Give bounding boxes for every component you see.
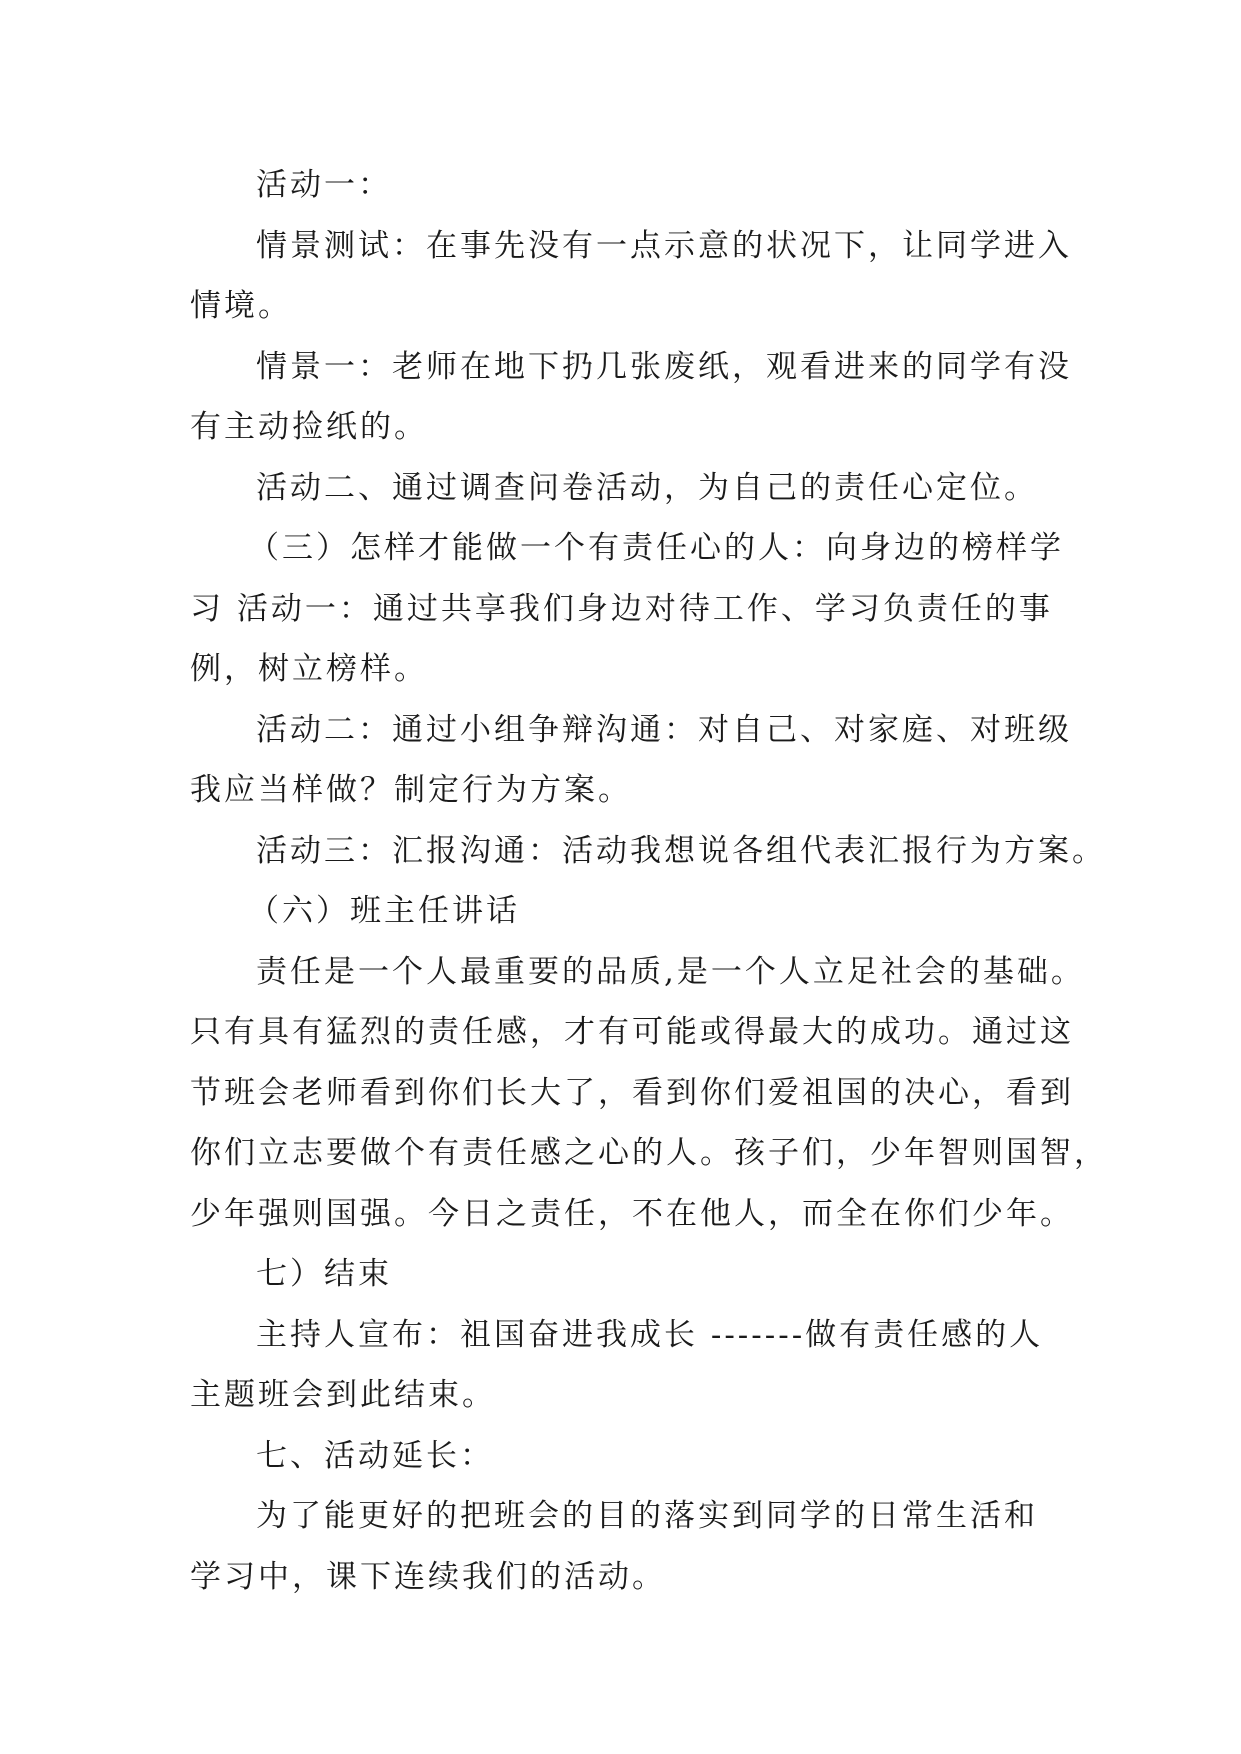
activity-extension-heading: 七、活动延长： bbox=[256, 1437, 494, 1474]
section-three-heading: （三）怎样才能做一个有责任心的人：向身边的榜样学 bbox=[248, 530, 1064, 566]
paragraph-line: 例，树立榜样。 bbox=[190, 651, 428, 687]
document-body bbox=[190, 155, 1108, 1607]
section-seven-heading: 七）结束 bbox=[256, 1256, 392, 1292]
paragraph-line: 你们立志要做个有责任感之心的人。孩子们，少年智则国智， bbox=[190, 1135, 1108, 1171]
paragraph-line: 少年强则国强。今日之责任，不在他人，而全在你们少年。 bbox=[190, 1195, 1074, 1232]
paragraph-line: 活动二、通过调查问卷活动，为自己的责任心定位。 bbox=[256, 469, 1038, 506]
paragraph-line: 情景测试：在事先没有一点示意的状况下，让同学进入 bbox=[256, 227, 1072, 264]
paragraph-line: 习 活动一：通过共享我们身边对待工作、学习负责任的事 bbox=[190, 590, 1053, 627]
paragraph-line: 活动三：汇报沟通：活动我想说各组代表汇报行为方案。 bbox=[256, 832, 1106, 869]
paragraph-line: 节班会老师看到你们长大了，看到你们爱祖国的决心，看到 bbox=[190, 1074, 1074, 1111]
paragraph-line: 我应当样做？制定行为方案。 bbox=[190, 772, 632, 808]
paragraph-line: 情景一：老师在地下扔几张废纸，观看进来的同学有没 bbox=[256, 348, 1072, 385]
paragraph-line: 活动二：通过小组争辩沟通：对自己、对家庭、对班级 bbox=[256, 711, 1072, 748]
paragraph-line: 情境。 bbox=[190, 288, 292, 324]
paragraph-line: 只有具有猛烈的责任感，才有可能或得最大的成功。通过这 bbox=[190, 1014, 1074, 1050]
paragraph-line: 为了能更好的把班会的目的落实到同学的日常生活和 bbox=[256, 1498, 1038, 1534]
paragraph-line: 学习中，课下连续我们的活动。 bbox=[190, 1558, 666, 1595]
activity-one-heading: 活动一： bbox=[256, 167, 392, 203]
paragraph-line: 主持人宣布：祖国奋进我成长 -------做有责任感的人 bbox=[256, 1316, 1044, 1353]
section-six-heading: （六）班主任讲话 bbox=[248, 893, 520, 929]
paragraph-line: 责任是一个人最重要的品质,是一个人立足社会的基础。 bbox=[256, 953, 1085, 990]
paragraph-line: 有主动捡纸的。 bbox=[190, 409, 428, 445]
paragraph-line: 主题班会到此结束。 bbox=[190, 1377, 496, 1413]
